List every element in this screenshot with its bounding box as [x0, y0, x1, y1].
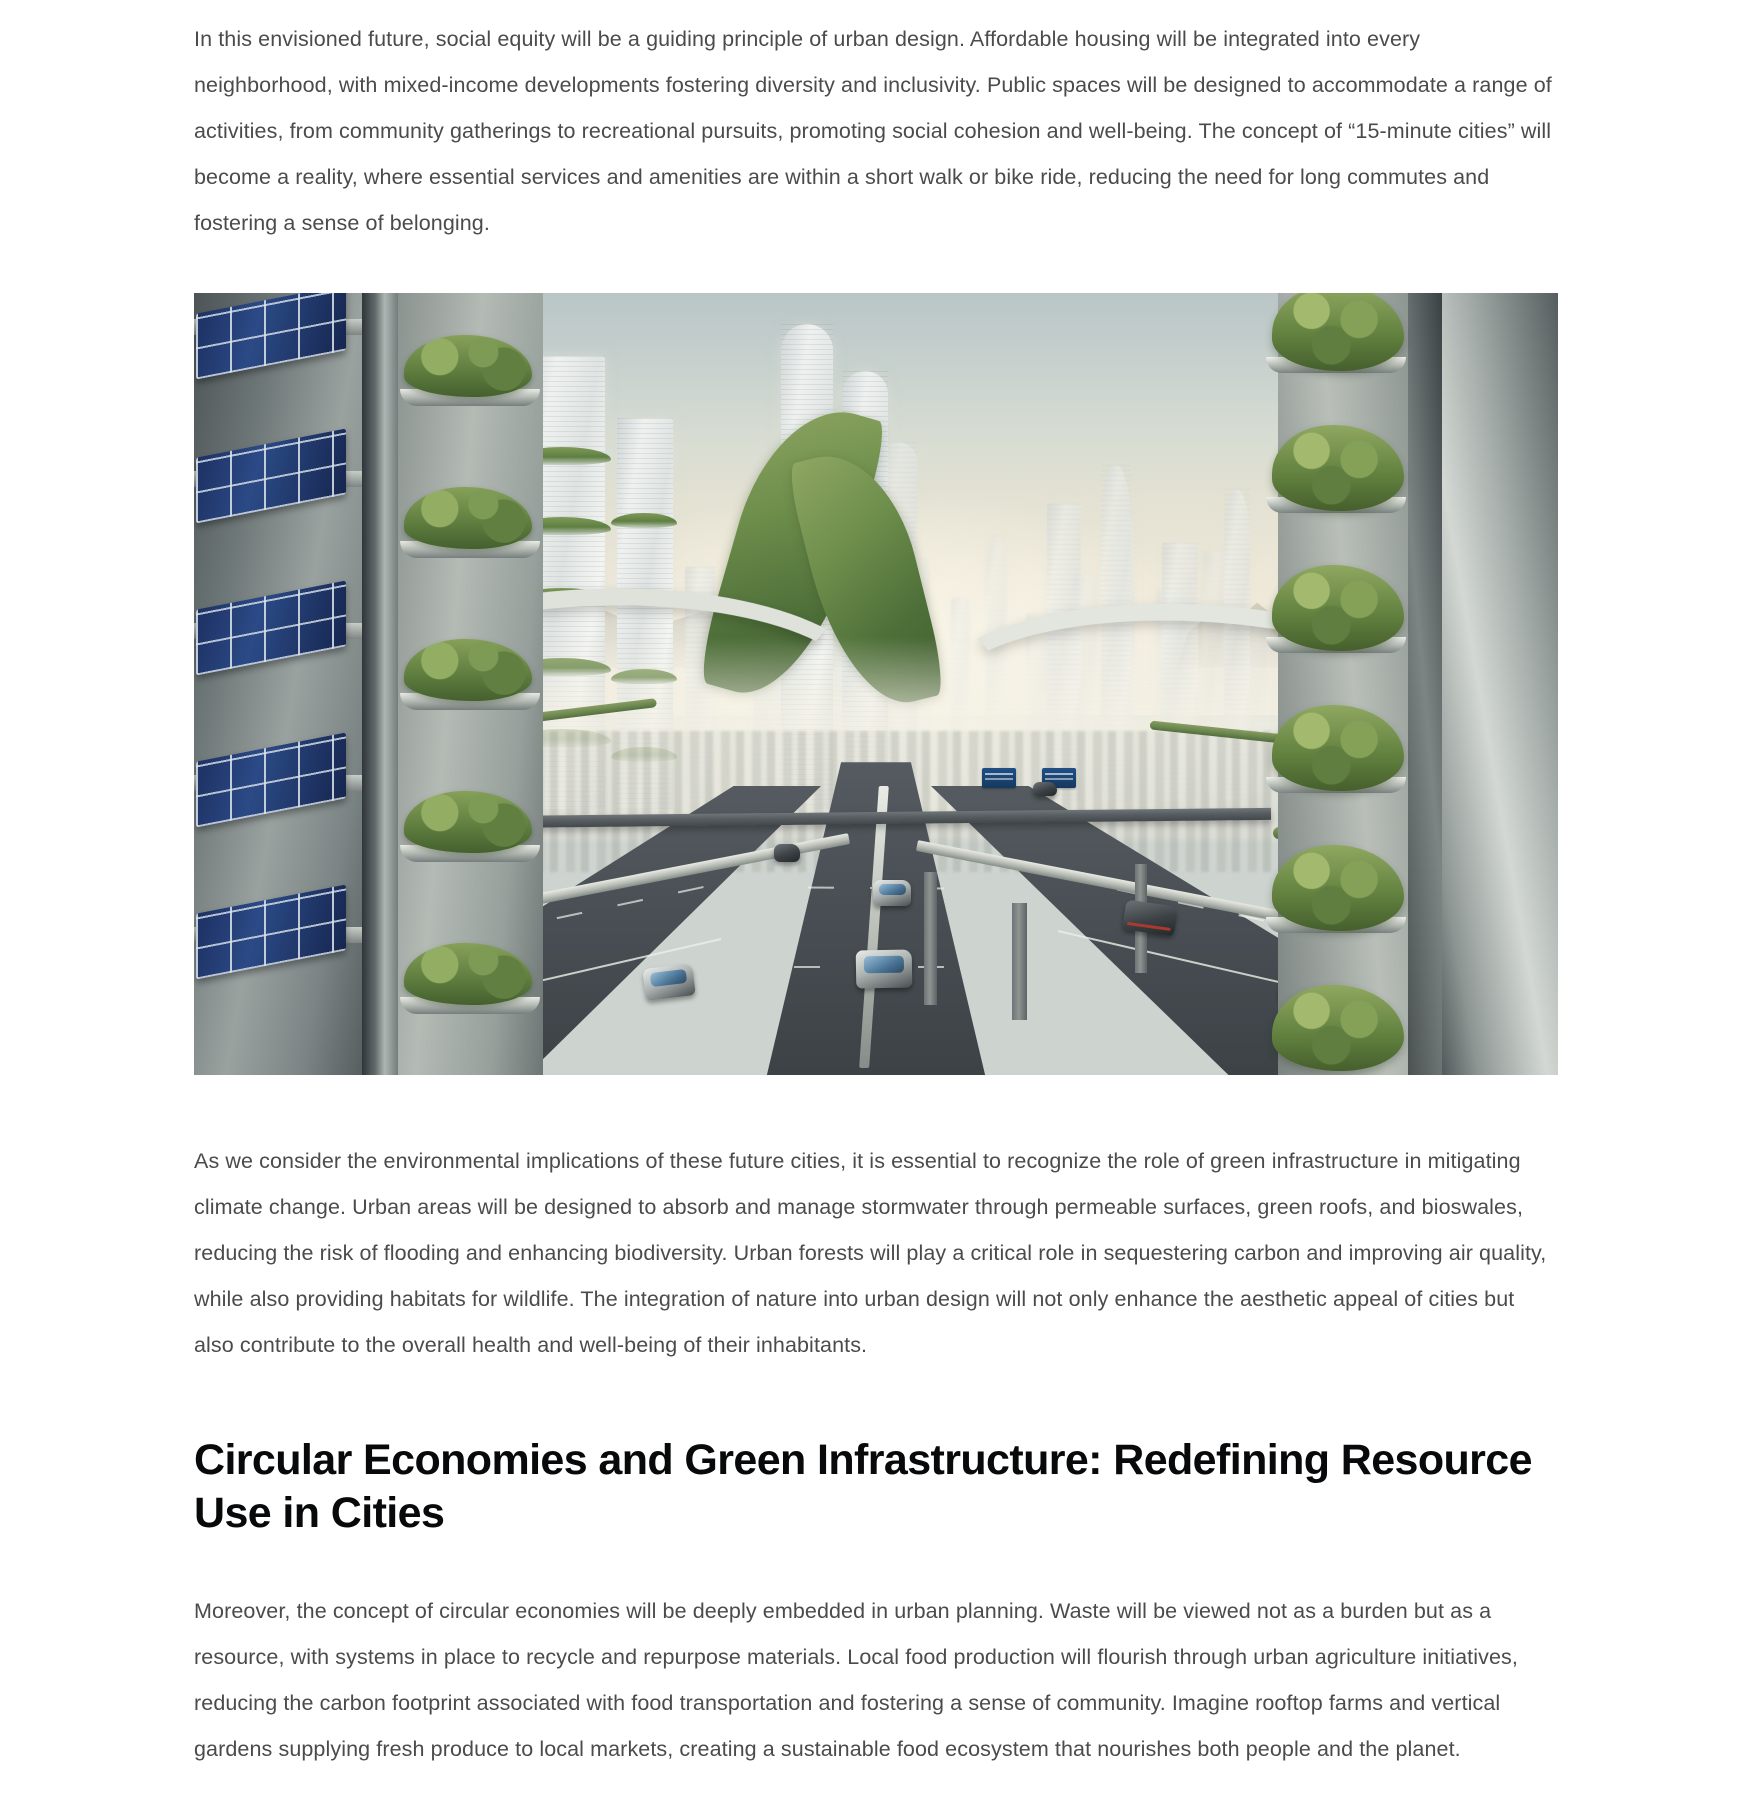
vehicle-center-near-windshield	[863, 956, 904, 973]
foreground-building-left-column	[362, 293, 400, 1075]
right-vertical-garden-1	[1272, 293, 1404, 371]
highway-pier-2	[1012, 903, 1027, 1020]
page-title: Circular Economies and Green Infrastructure: Redefining Resource Use in Cities	[194, 1436, 1532, 1537]
article-container	[194, 0, 1558, 1772]
vehicle-center-mid-windshield	[879, 884, 906, 895]
vehicle-left-lane-windshield	[650, 969, 687, 987]
illustration-scene	[194, 293, 1558, 1075]
vehicle-center-near	[855, 949, 912, 988]
highway-pier-1	[924, 872, 937, 1005]
future-city-illustration	[194, 293, 1558, 1075]
vehicle-ramp-upper	[1033, 782, 1057, 796]
vehicle-center-far	[774, 844, 800, 862]
foreground-building-right-core	[1440, 293, 1558, 1075]
foreground-building-right-column	[1406, 293, 1442, 1075]
paragraph-green-infrastructure: As we consider the environmental implications of these future cities, it is essential to recognize the role of green infrastructure in mitigating climate change. Urban areas will be designed to absorb and manage stormwater through permeable surfaces, green roofs, and bioswales, reducing the risk of flooding and enhancing biodiversity. Urban forests will play a critical role in sequestering carbon and improving air quality, while also providing habitats for wildlife. The integration of nature into urban design will not only enhance the aesthetic appeal of cities but also contribute to the overall health and well-being of their inhabitants.	[194, 1149, 1547, 1357]
vehicle-center-mid	[873, 880, 911, 906]
foreground-building-right-wing	[1278, 293, 1408, 1075]
highway-sign-left	[982, 768, 1016, 788]
vehicle-left-lane	[642, 963, 696, 1001]
paragraph-social-equity: In this envisioned future, social equity will be a guiding principle of urban design. Affordable housing will be integrated into every neighborhood, with mixed-income developments fostering diversity and inclusivity. Public spaces will be designed to accommodate a range of activities, from community gatherings to recreational pursuits, promoting social cohesion and well-being. The concept of “15-minute cities” will become a reality, where essential services and amenities are within a short walk or bike ride, reducing the need for long commutes and fostering a sense of belonging.	[194, 27, 1552, 235]
section-heading-block	[194, 1368, 1558, 1574]
vehicle-right-lane-1-taillight	[1127, 922, 1171, 931]
paragraph-circular-economies: Moreover, the concept of circular economies will be deeply embedded in urban planning. Waste will be viewed not as a burden but as a resource, with systems in place to recycle and repurpose materials. Local food production will flourish through urban agriculture initiatives, reducing the carbon footprint associated with food transportation and fostering a sense of community. Imagine rooftop farms and vertical gardens supplying fresh produce to local markets, creating a sustainable food ecosystem that nourishes both people and the planet.	[194, 1599, 1518, 1761]
